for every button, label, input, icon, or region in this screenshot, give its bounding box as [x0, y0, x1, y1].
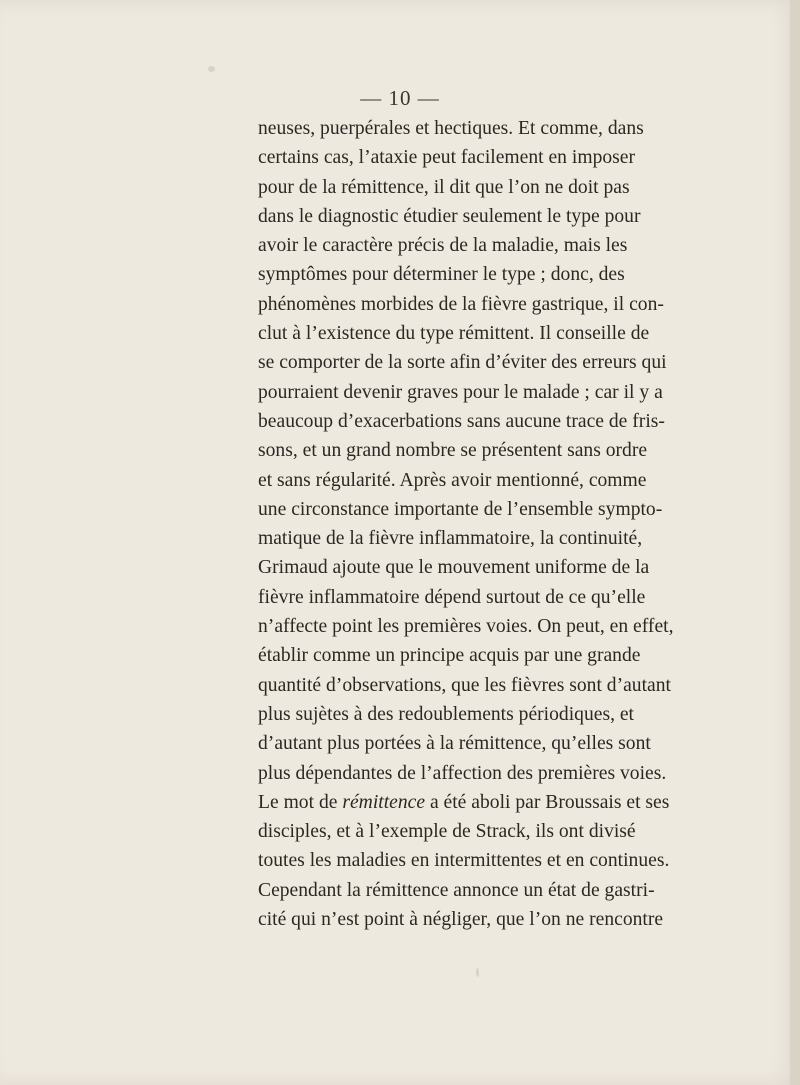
- text-line: Grimaud ajoute que le mouvement uniforme de la: [258, 557, 650, 579]
- text-line: pourraient devenir graves pour le malade ; car il y a: [258, 381, 663, 403]
- text-fragment: Le mot de: [258, 791, 343, 813]
- italic-term: rémittence: [342, 791, 426, 813]
- paper-spot: [208, 66, 215, 72]
- paper-spot: [476, 968, 479, 977]
- text-line-with-italic: [258, 788, 670, 817]
- text-line: plus dépendantes de l’affection des premières voies.: [258, 762, 667, 784]
- text-line: n’affecte point les premières voies. On peut, en effet,: [258, 616, 674, 638]
- page-number: — 10 —: [360, 86, 440, 110]
- text-line: phénomènes morbides de la fièvre gastrique, il con-: [258, 293, 664, 315]
- text-line: fièvre inflammatoire dépend surtout de ce qu’elle: [258, 586, 646, 608]
- body-text: [258, 114, 674, 934]
- text-line: certains cas, l’ataxie peut facilement en imposer: [258, 147, 636, 169]
- text-line: quantité d’observations, que les fièvres sont d’autant: [258, 674, 671, 696]
- text-line: neuses, puerpérales et hectiques. Et comme, dans: [258, 118, 644, 139]
- text-line: et sans régularité. Après avoir mentionné, comme: [258, 469, 647, 491]
- text-line: matique de la fièvre inflammatoire, la continuité,: [258, 528, 643, 550]
- text-line: toutes les maladies en intermittentes et en continues.: [258, 850, 670, 872]
- page-edge: [790, 0, 800, 1085]
- text-line: Cependant la rémittence annonce un état de gastri-: [258, 879, 655, 901]
- text-line: symptômes pour déterminer le type ; donc, des: [258, 264, 625, 286]
- text-line: pour de la rémittence, il dit que l’on ne doit pas: [258, 176, 630, 198]
- text-line: disciples, et à l’exemple de Strack, ils ont divisé: [258, 821, 636, 843]
- text-line: plus sujètes à des redoublements périodiques, et: [258, 703, 635, 725]
- text-line: dans le diagnostic étudier seulement le type pour: [258, 205, 641, 227]
- text-line: sons, et un grand nombre se présentent sans ordre: [258, 440, 648, 462]
- text-line: avoir le caractère précis de la maladie, mais les: [258, 235, 628, 257]
- text-line: se comporter de la sorte afin d’éviter des erreurs qui: [258, 352, 667, 374]
- text-line: une circonstance importante de l’ensemble sympto-: [258, 498, 663, 520]
- text-line: clut à l’existence du type rémittent. Il conseille de: [258, 323, 650, 345]
- text-line: établir comme un principe acquis par une grande: [258, 645, 641, 667]
- text-line: d’autant plus portées à la rémittence, qu’elles sont: [258, 733, 651, 755]
- text-line: cité qui n’est point à négliger, que l’on ne rencontre: [258, 909, 664, 931]
- text-line: beaucoup d’exacerbations sans aucune trace de fris-: [258, 410, 665, 432]
- text-fragment: a été aboli par Broussais et ses: [425, 791, 670, 813]
